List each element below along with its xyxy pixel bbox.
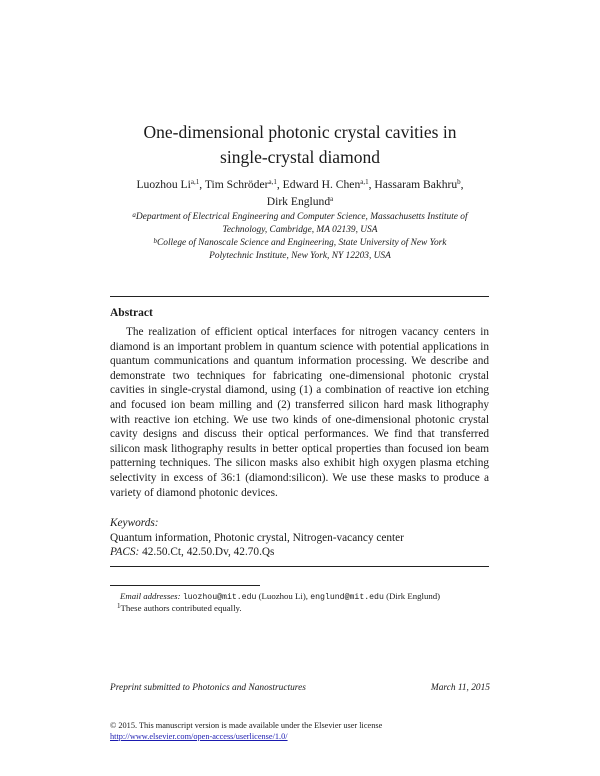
paper-title: [0, 120, 600, 170]
email-link[interactable]: englund@mit.edu: [310, 593, 384, 602]
title-line-2: single-crystal diamond: [220, 147, 380, 167]
abstract-top-rule: [110, 296, 489, 297]
license-notice: [110, 720, 382, 742]
keywords-list: Quantum information, Photonic crystal, Nitrogen-vacancy center: [110, 532, 404, 544]
author-affil-marker: a: [330, 195, 334, 203]
affiliation-b-line-1: College of Nanoscale Science and Engineering, State University of New York: [157, 238, 447, 248]
affil-marker: b: [153, 237, 158, 245]
equal-contribution-footnote: [117, 603, 490, 614]
affiliations: [0, 211, 600, 263]
footnote-text: These authors contributed equally.: [120, 603, 242, 614]
license-text: © 2015. This manuscript version is made available under the Elsevier user license: [110, 721, 383, 730]
pacs-label: PACS:: [110, 546, 140, 558]
affil-marker: a: [132, 211, 136, 219]
keywords-heading: Keywords:: [110, 517, 159, 529]
abstract-text: The realization of efficient optical interfaces for nitrogen vacancy centers in diamond is an important problem in quantum science with potential applications in quantum communications and quantum information processing. We describe and demonstrate two techniques for fabricating one-dimensional photonic crystal cavities in single-crystal diamond, using (1) a combination of reactive ion etching and focused ion beam milling and (2) transferred silicon hard mask lithography with reactive ion etching. We use two kinds of one-dimensional photonic crystal cavity designs and discuss their optical performances. We find that transferred silicon mask lithography results in better optical properties than focused ion beam patterning techniques. The silicon masks also exhibit high oxygen plasma etching selectivity in excess of 36:1 (diamond:silicon). We use these masks to produce a variety of diamond photonic devices.: [110, 326, 489, 499]
author-affil-marker: a,1: [268, 178, 277, 186]
affiliation-a-line-1: Department of Electrical Engineering and Computer Science, Massachusetts Institute of: [135, 212, 468, 222]
affiliation-b-line-2: Polytechnic Institute, New York, NY 12203, USA: [209, 251, 391, 261]
author-name: Edward H. Chen: [282, 178, 361, 191]
author-name: Tim Schröder: [204, 178, 269, 191]
license-link[interactable]: http://www.elsevier.com/open-access/userlicense/1.0/: [110, 732, 288, 741]
email-owner: (Dirk Englund): [386, 591, 441, 601]
affiliation-a-line-2: Technology, Cambridge, MA 02139, USA: [222, 225, 378, 235]
footnotes: [117, 591, 490, 614]
abstract-bottom-rule: [110, 566, 489, 567]
preprint-date: March 11, 2015: [430, 683, 490, 693]
abstract-heading: Abstract: [110, 307, 153, 319]
email-link[interactable]: luozhou@mit.edu: [182, 593, 257, 602]
author-name: Dirk Englund: [266, 195, 331, 208]
footnote-marker: 1: [117, 602, 121, 611]
pacs-line: [110, 546, 274, 558]
author-list: Luozhou Li$^{a,1}$, Tim Schröder$^{a,1}$, Edward H. Chen$^{a,1}$, Hassaram Bakhru$^b$, Dirk Englund$^a$: [136, 178, 464, 208]
email-footnote: [120, 591, 490, 603]
author-name: Luozhou Li: [136, 178, 191, 191]
title-line-1: One-dimensional photonic crystal cavities in: [143, 122, 457, 142]
author-affil-marker: a,1: [360, 178, 369, 186]
email-label: Email addresses:: [120, 591, 181, 601]
footnote-rule: [110, 585, 260, 586]
author-affil-marker: a,1: [190, 178, 200, 186]
preprint-note: Preprint submitted to Photonics and Nanostructures: [110, 683, 306, 693]
pacs-values: 42.50.Ct, 42.50.Dv, 42.70.Qs: [142, 546, 275, 558]
abstract-body: [110, 325, 489, 500]
author-affil-marker: b: [457, 178, 461, 186]
email-owner: (Luozhou Li),: [258, 591, 308, 601]
author-name: Hassaram Bakhru: [374, 178, 458, 191]
